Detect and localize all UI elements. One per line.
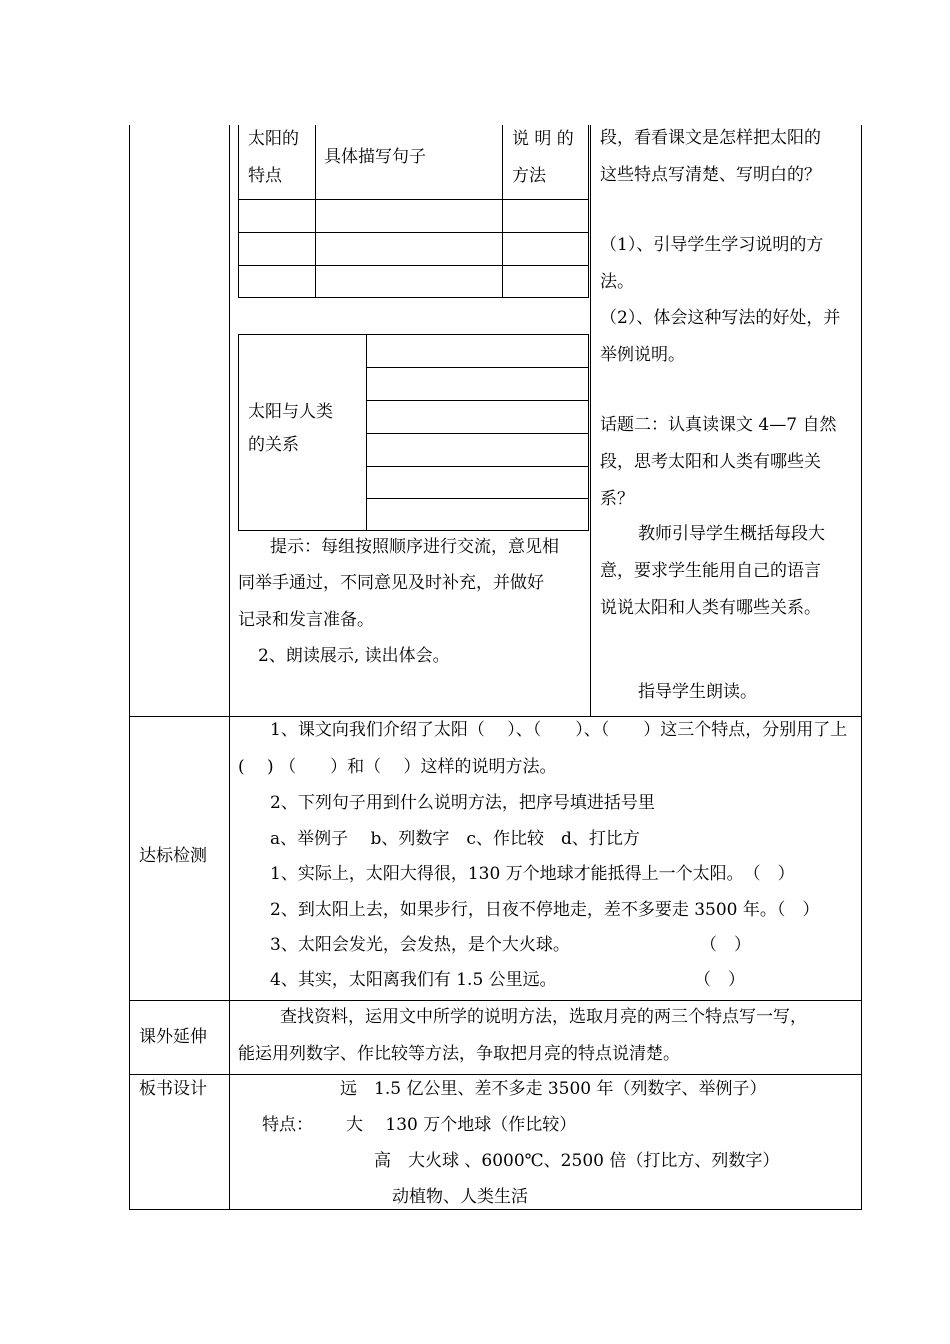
t1-bottom [238,297,589,298]
t1-col2 [502,125,503,298]
t1-col1 [315,125,316,298]
right-line-1: 段，看看课文是怎样把太阳的 [600,128,821,148]
kewai-line-1: 查找资料，运用文中所学的说明方法，选取月亮的两三个特点写一写， [280,1007,807,1027]
t1-right [588,125,589,298]
kewai-line-2: 能运用列数字、作比较等方法，争取把月亮的特点说清楚。 [238,1044,680,1064]
topic2-line2: 段，思考太阳和人类有哪些关 [600,452,821,472]
t2-top [238,334,589,335]
dabiao-q2: 2、到太阳上去，如果步行，日夜不停地走，差不多要走 3500 年。（ ） [270,900,820,920]
t2-row1 [366,367,589,368]
dabiao-options: a、举例子 b、列数字 c、作比较 d、打比方 [270,829,640,849]
tip-line-2: 同举手通过，不同意见及时补充，并做好 [238,573,544,593]
outer-left-border [129,125,130,1210]
topic2-line3: 系？ [600,489,634,509]
banshu-line-2: 大 130 万个地球（作比较） [346,1115,577,1135]
header-method-line1: 说 明 的 [512,129,574,149]
right-item1-line2: 法。 [600,272,634,292]
topic2-line1: 话题二：认真读课文 4—7 自然 [600,415,837,435]
t2-row3 [366,433,589,434]
banshu-line-4: 动植物、人类生活 [392,1187,528,1207]
read-aloud-line: 2、朗读展示, 读出体会。 [258,646,450,666]
tip-line-3: 记录和发言准备。 [238,610,374,630]
content-col-divider [590,125,591,716]
right-item1-line1: （1）、引导学生学习说明的方 [600,235,824,255]
relation-label-line2: 的关系 [248,435,299,455]
section-label-dabiao: 达标检测 [139,846,207,866]
t2-bottom [238,530,589,531]
dabiao-line-1: 1、课文向我们介绍了太阳（ ）、（ ）、（ ）这三个特点，分别用了上 [270,720,848,740]
dabiao-q3: 3、太阳会发光，会发热，是个大火球。 [270,935,570,955]
header-feature-line1: 太阳的 [248,129,299,149]
t2-row5 [366,498,589,499]
guide-reading: 指导学生朗读。 [638,682,757,702]
teacher-line2: 意，要求学生能用自己的语言 [600,561,821,581]
t1-row2 [238,232,589,233]
right-line-2: 这些特点写清楚、写明白的？ [600,165,821,185]
relation-label-line1: 太阳与人类 [248,402,333,422]
header-method-line2: 方法 [512,166,546,186]
dabiao-q4: 4、其实，太阳离我们有 1.5 公里远。 [270,970,557,990]
teacher-line3: 说说太阳和人类有哪些关系。 [600,598,821,618]
outer-bottom-border [129,1209,862,1210]
dabiao-q4-bracket: （ ） [694,970,745,990]
right-item2-line2: 举例说明。 [600,345,685,365]
header-feature-line2: 特点 [248,166,282,186]
banshu-line-1: 远 1.5 亿公里、差不多走 3500 年（列数字、举例子） [340,1079,767,1099]
section-label-banshu: 板书设计 [139,1079,207,1099]
dabiao-q3-bracket: （ ） [700,935,751,955]
row-divider-2 [129,1000,862,1001]
header-sentence: 具体描写句子 [324,147,426,167]
dabiao-q1: 1、实际上，太阳大得很，130 万个地球才能抵得上一个太阳。 （ ） [270,864,795,884]
dabiao-line-2: ( ) （ ）和（ ）这样的说明方法。 [238,757,557,777]
t1-row3 [238,265,589,266]
t1-row1 [238,199,589,200]
t2-row4 [366,466,589,467]
banshu-line-3: 高 大火球 、6000℃、2500 倍（打比方、列数字） [374,1151,780,1171]
row-divider-3 [129,1074,862,1075]
tip-line-1: 提示：每组按照顺序进行交流，意见相 [270,537,559,557]
t2-left [238,334,239,531]
label-col-divider [229,125,230,1210]
t2-row2 [366,400,589,401]
section-label-kewai: 课外延伸 [139,1027,207,1047]
dabiao-line-3: 2、下列句子用到什么说明方法，把序号填进括号里 [270,793,655,813]
t1-left [238,125,239,298]
outer-right-border [861,125,862,1210]
right-item2-line1: （2）、体会这种写法的好处，并 [600,308,841,328]
banshu-prefix: 特点： [262,1115,313,1135]
teacher-line1: 教师引导学生概括每段大 [638,524,825,544]
row-divider-1 [129,716,862,717]
